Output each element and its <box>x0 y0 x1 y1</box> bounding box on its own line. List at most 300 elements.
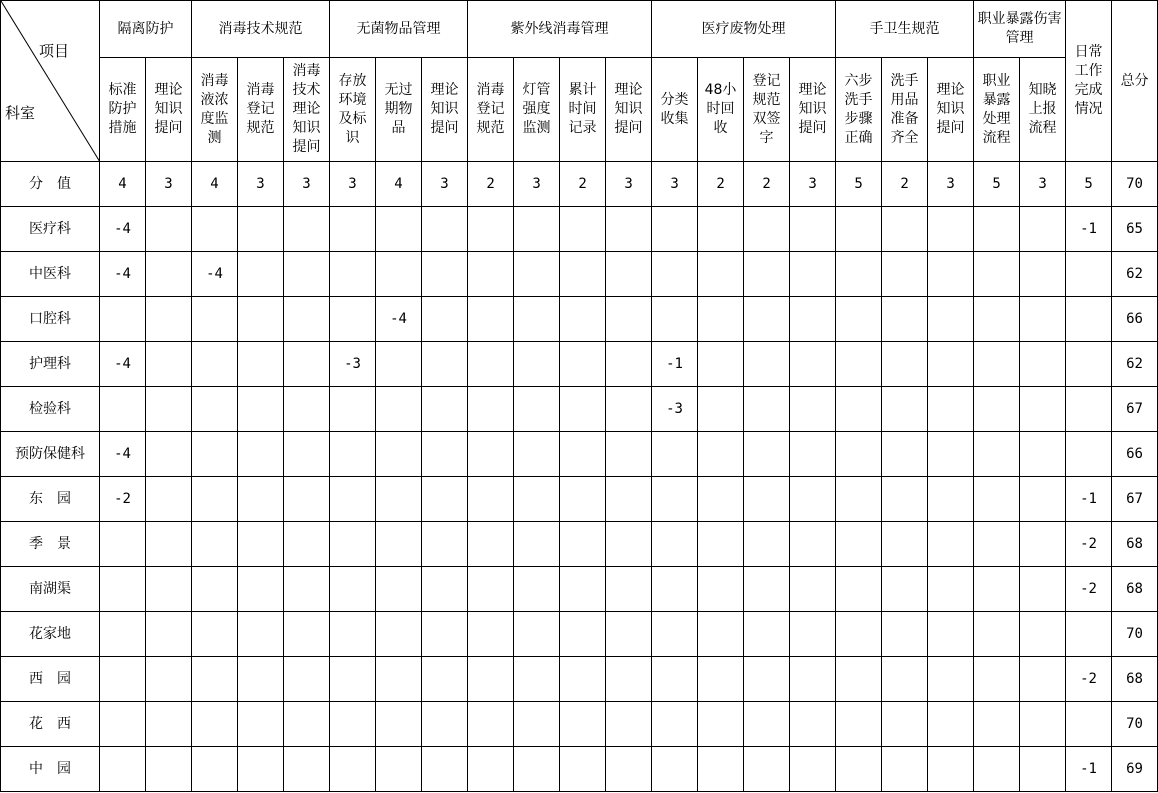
item-subheader <box>928 58 974 162</box>
deduction-cell <box>974 612 1020 657</box>
deduction-cell <box>192 747 238 792</box>
deduction-cell <box>882 477 928 522</box>
deduction-cell <box>238 432 284 477</box>
deduction-cell <box>1020 567 1066 612</box>
item-subheader <box>192 58 238 162</box>
deduction-cell: -2 <box>100 477 146 522</box>
deduction-cell: 67 <box>1112 387 1158 432</box>
deduction-cell <box>974 522 1020 567</box>
deduction-cell <box>146 612 192 657</box>
deduction-cell <box>836 747 882 792</box>
deduction-cell <box>422 342 468 387</box>
deduction-cell <box>330 522 376 567</box>
header-line: 提问 <box>292 139 321 155</box>
deduction-cell <box>376 567 422 612</box>
header-line: 措施 <box>108 120 137 136</box>
deduction-cell <box>974 747 1020 792</box>
header-line: 测 <box>207 129 222 146</box>
deduction-cell: -4 <box>100 252 146 297</box>
category-header <box>974 1 1066 58</box>
deduction-cell <box>284 432 330 477</box>
deduction-cell <box>1020 477 1066 522</box>
deduction-cell <box>928 432 974 477</box>
deduction-cell: -4 <box>100 432 146 477</box>
deduction-cell <box>238 702 284 747</box>
deduction-cell <box>514 477 560 522</box>
deduction-cell <box>146 522 192 567</box>
deduction-cell <box>468 567 514 612</box>
deduction-cell <box>1020 747 1066 792</box>
department-name: 口腔科 <box>1 297 100 342</box>
deduction-cell <box>974 252 1020 297</box>
header-line: 消毒 <box>476 82 505 98</box>
deduction-cell <box>330 702 376 747</box>
deduction-cell <box>560 342 606 387</box>
header-line: 提问 <box>430 120 459 136</box>
deduction-cell <box>1020 252 1066 297</box>
score-value-cell: 3 <box>790 162 836 207</box>
table-row <box>1 342 1158 387</box>
item-subheader <box>376 58 422 162</box>
deduction-cell <box>422 432 468 477</box>
item-subheader <box>238 58 284 162</box>
deduction-cell <box>928 342 974 387</box>
deduction-cell <box>790 567 836 612</box>
category-header: 隔离防护 <box>100 1 192 58</box>
deduction-cell <box>1066 297 1112 342</box>
header-line: 知识 <box>154 101 183 117</box>
deduction-cell <box>422 702 468 747</box>
table-row <box>1 567 1158 612</box>
deduction-cell <box>606 657 652 702</box>
deduction-cell: -2 <box>1066 522 1112 567</box>
score-value-cell: 5 <box>974 162 1020 207</box>
deduction-cell <box>100 657 146 702</box>
deduction-cell <box>284 612 330 657</box>
deduction-cell <box>744 702 790 747</box>
score-value-cell: 3 <box>1020 162 1066 207</box>
table-row <box>1 522 1158 567</box>
deduction-cell <box>790 657 836 702</box>
deduction-cell <box>468 657 514 702</box>
deduction-cell <box>698 657 744 702</box>
deduction-cell <box>606 297 652 342</box>
deduction-cell <box>468 702 514 747</box>
header-line: 洗手 <box>844 91 873 108</box>
deduction-cell <box>192 387 238 432</box>
deduction-cell <box>606 522 652 567</box>
deduction-cell <box>238 297 284 342</box>
item-subheader <box>698 58 744 162</box>
deduction-cell <box>284 657 330 702</box>
deduction-cell <box>560 477 606 522</box>
deduction-cell <box>882 612 928 657</box>
deduction-cell <box>376 747 422 792</box>
deduction-cell <box>514 297 560 342</box>
deduction-cell <box>192 657 238 702</box>
deduction-cell <box>560 207 606 252</box>
category-header: 无菌物品管理 <box>330 1 468 58</box>
deduction-cell <box>836 567 882 612</box>
header-line: 暴露 <box>982 91 1011 108</box>
deduction-cell <box>928 612 974 657</box>
table-row <box>1 252 1158 297</box>
deduction-cell <box>422 522 468 567</box>
total-score-header: 总分 <box>1112 1 1158 162</box>
header-line: 洗手 <box>890 72 919 89</box>
deduction-cell <box>100 612 146 657</box>
deduction-cell <box>284 567 330 612</box>
deduction-cell <box>284 477 330 522</box>
deduction-cell <box>1020 657 1066 702</box>
score-value-cell: 5 <box>1066 162 1112 207</box>
header-line: 时回 <box>706 101 735 117</box>
deduction-cell <box>376 252 422 297</box>
deduction-cell <box>514 432 560 477</box>
deduction-cell: -4 <box>100 207 146 252</box>
deduction-cell <box>652 702 698 747</box>
header-line: 正确 <box>844 129 873 146</box>
score-value-cell: 3 <box>606 162 652 207</box>
deduction-cell <box>468 207 514 252</box>
department-name: 西 园 <box>1 657 100 702</box>
deduction-cell <box>1066 702 1112 747</box>
score-value-cell: 4 <box>192 162 238 207</box>
deduction-cell <box>284 702 330 747</box>
header-line: 处理 <box>982 110 1011 127</box>
deduction-cell <box>330 567 376 612</box>
deduction-cell <box>606 612 652 657</box>
category-header: 消毒技术规范 <box>192 1 330 58</box>
deduction-cell <box>744 522 790 567</box>
item-subheader <box>146 58 192 162</box>
category-header: 医疗废物处理 <box>652 1 836 58</box>
header-line: 上报 <box>1028 101 1057 117</box>
deduction-cell <box>238 477 284 522</box>
header-line: 记录 <box>568 120 597 136</box>
deduction-cell <box>974 207 1020 252</box>
deduction-cell <box>974 657 1020 702</box>
deduction-cell <box>974 477 1020 522</box>
score-value-cell: 4 <box>100 162 146 207</box>
score-value-cell: 70 <box>1112 162 1158 207</box>
category-header: 手卫生规范 <box>836 1 974 58</box>
header-line: 知识 <box>936 101 965 117</box>
item-subheader <box>652 58 698 162</box>
header-line: 消毒 <box>292 63 321 79</box>
deduction-cell <box>744 477 790 522</box>
deduction-cell <box>652 747 698 792</box>
deduction-cell <box>330 657 376 702</box>
deduction-cell <box>836 657 882 702</box>
deduction-cell <box>744 432 790 477</box>
deduction-cell <box>468 612 514 657</box>
deduction-cell: 66 <box>1112 297 1158 342</box>
table-row <box>1 612 1158 657</box>
deduction-cell <box>284 252 330 297</box>
deduction-cell <box>652 297 698 342</box>
deduction-cell <box>606 477 652 522</box>
deduction-cell <box>146 702 192 747</box>
deduction-cell <box>698 747 744 792</box>
header-line: 准备 <box>890 110 919 127</box>
deduction-cell <box>836 342 882 387</box>
header-line: 时间 <box>568 101 597 117</box>
deduction-cell: -4 <box>100 342 146 387</box>
deduction-cell <box>192 432 238 477</box>
deduction-cell <box>1020 207 1066 252</box>
deduction-cell <box>560 297 606 342</box>
deduction-cell <box>698 297 744 342</box>
deduction-cell <box>1066 432 1112 477</box>
header-line: 48小 <box>704 82 737 98</box>
deduction-cell <box>928 522 974 567</box>
deduction-cell <box>1020 522 1066 567</box>
deduction-cell <box>330 612 376 657</box>
deduction-cell <box>652 477 698 522</box>
deduction-cell <box>698 342 744 387</box>
deduction-cell <box>146 252 192 297</box>
header-line: 技术 <box>292 82 321 98</box>
deduction-cell <box>836 477 882 522</box>
deduction-cell <box>882 432 928 477</box>
deduction-cell <box>330 297 376 342</box>
deduction-cell <box>238 612 284 657</box>
deduction-cell <box>376 342 422 387</box>
deduction-cell: 69 <box>1112 747 1158 792</box>
deduction-cell <box>376 432 422 477</box>
header-line: 消毒 <box>200 72 229 89</box>
department-name: 中 园 <box>1 747 100 792</box>
header-line: 液浓 <box>200 91 229 108</box>
score-value-cell: 3 <box>514 162 560 207</box>
deduction-cell <box>560 522 606 567</box>
deduction-cell <box>146 342 192 387</box>
deduction-cell <box>422 207 468 252</box>
deduction-cell <box>284 747 330 792</box>
deduction-cell <box>882 567 928 612</box>
deduction-cell <box>606 387 652 432</box>
deduction-cell <box>652 567 698 612</box>
item-subheader <box>790 58 836 162</box>
header-line: 害管理 <box>1005 11 1062 46</box>
deduction-cell <box>928 387 974 432</box>
score-value-cell: 3 <box>422 162 468 207</box>
deduction-cell <box>100 387 146 432</box>
deduction-cell <box>514 657 560 702</box>
deduction-cell <box>928 657 974 702</box>
item-subheader <box>606 58 652 162</box>
header-line: 登记 <box>476 101 505 117</box>
deduction-cell <box>928 702 974 747</box>
deduction-cell: -4 <box>376 297 422 342</box>
deduction-cell <box>238 522 284 567</box>
corner-dept-label: 科室 <box>5 104 36 122</box>
deduction-cell <box>1020 387 1066 432</box>
deduction-cell: 68 <box>1112 567 1158 612</box>
header-line: 收集 <box>660 110 689 127</box>
deduction-cell <box>146 297 192 342</box>
deduction-cell <box>606 342 652 387</box>
table-row <box>1 432 1158 477</box>
deduction-cell <box>560 252 606 297</box>
header-line: 监测 <box>522 120 551 136</box>
deduction-cell: 62 <box>1112 342 1158 387</box>
deduction-cell <box>192 297 238 342</box>
category-header: 紫外线消毒管理 <box>468 1 652 58</box>
deduction-cell <box>468 252 514 297</box>
score-value-cell: 2 <box>882 162 928 207</box>
deduction-cell <box>652 207 698 252</box>
deduction-cell <box>146 477 192 522</box>
table-row <box>1 297 1158 342</box>
deduction-cell: -4 <box>192 252 238 297</box>
deduction-cell <box>606 567 652 612</box>
header-line: 环境 <box>338 91 367 108</box>
deduction-cell <box>376 477 422 522</box>
deduction-cell <box>376 522 422 567</box>
deduction-cell <box>514 252 560 297</box>
deduction-cell <box>698 702 744 747</box>
deduction-cell <box>330 432 376 477</box>
deduction-cell <box>790 747 836 792</box>
deduction-cell: 62 <box>1112 252 1158 297</box>
deduction-cell <box>744 207 790 252</box>
department-name: 检验科 <box>1 387 100 432</box>
deduction-cell <box>146 567 192 612</box>
item-subheader <box>514 58 560 162</box>
deduction-cell <box>192 702 238 747</box>
deduction-cell <box>882 207 928 252</box>
score-value-cell: 3 <box>238 162 284 207</box>
deduction-cell <box>744 297 790 342</box>
score-row-label: 分 值 <box>1 162 100 207</box>
deduction-cell <box>882 747 928 792</box>
header-line: 消毒 <box>246 82 275 98</box>
header-line: 提问 <box>798 120 827 136</box>
deduction-cell <box>330 207 376 252</box>
department-name: 东 园 <box>1 477 100 522</box>
score-value-cell: 3 <box>330 162 376 207</box>
deduction-cell <box>330 747 376 792</box>
deduction-cell <box>836 387 882 432</box>
table-row <box>1 207 1158 252</box>
deduction-cell <box>1066 612 1112 657</box>
deduction-cell <box>836 432 882 477</box>
table-row <box>1 657 1158 702</box>
deduction-cell <box>560 432 606 477</box>
deduction-cell <box>1020 612 1066 657</box>
deduction-cell <box>790 342 836 387</box>
deduction-cell <box>100 522 146 567</box>
deduction-cell <box>284 342 330 387</box>
deduction-cell <box>744 567 790 612</box>
daily-work-header <box>1066 1 1112 162</box>
header-line: 流程 <box>982 129 1011 146</box>
deduction-cell <box>560 612 606 657</box>
header-line: 存放 <box>338 72 367 89</box>
deduction-cell <box>882 657 928 702</box>
deduction-cell <box>698 477 744 522</box>
deduction-cell <box>422 657 468 702</box>
deduction-cell <box>1066 387 1112 432</box>
deduction-cell <box>468 387 514 432</box>
deduction-cell <box>192 477 238 522</box>
deduction-cell <box>100 702 146 747</box>
deduction-cell <box>974 387 1020 432</box>
deduction-cell <box>560 702 606 747</box>
header-line: 知识 <box>614 101 643 117</box>
deduction-cell <box>698 612 744 657</box>
deduction-cell <box>146 747 192 792</box>
deduction-cell <box>560 747 606 792</box>
header-line: 用品 <box>890 91 919 108</box>
deduction-cell <box>192 522 238 567</box>
deduction-cell <box>790 207 836 252</box>
deduction-cell <box>468 522 514 567</box>
header-line: 双签 <box>752 110 781 127</box>
item-subheader <box>974 58 1020 162</box>
deduction-cell <box>882 297 928 342</box>
deduction-cell <box>974 702 1020 747</box>
department-name: 南湖渠 <box>1 567 100 612</box>
deduction-cell <box>1066 252 1112 297</box>
header-line: 及标 <box>338 110 367 127</box>
header-line: 分类 <box>660 91 689 108</box>
deduction-cell: -1 <box>652 342 698 387</box>
deduction-cell <box>836 702 882 747</box>
deduction-cell <box>744 657 790 702</box>
deduction-cell <box>192 612 238 657</box>
deduction-cell <box>606 702 652 747</box>
item-subheader <box>422 58 468 162</box>
deduction-cell <box>146 657 192 702</box>
table-row <box>1 702 1158 747</box>
header-line: 知识 <box>430 101 459 117</box>
score-value-cell: 2 <box>744 162 790 207</box>
deduction-cell <box>468 747 514 792</box>
deduction-cell <box>192 567 238 612</box>
deduction-cell <box>744 747 790 792</box>
deduction-cell <box>560 657 606 702</box>
deduction-cell <box>790 297 836 342</box>
header-line: 标准 <box>108 82 137 98</box>
item-subheader <box>744 58 790 162</box>
deduction-cell: -3 <box>330 342 376 387</box>
corner-header <box>1 1 100 162</box>
table-row <box>1 477 1158 522</box>
department-name: 护理科 <box>1 342 100 387</box>
item-subheader <box>836 58 882 162</box>
deduction-cell: -1 <box>1066 747 1112 792</box>
deduction-cell <box>790 252 836 297</box>
deduction-cell <box>882 387 928 432</box>
header-line: 字 <box>759 129 774 146</box>
header-line: 提问 <box>614 120 643 136</box>
header-line: 强度 <box>522 101 551 117</box>
header-line: 知识 <box>292 120 321 136</box>
deduction-cell <box>146 432 192 477</box>
department-name: 花家地 <box>1 612 100 657</box>
deduction-cell <box>698 522 744 567</box>
score-value-cell: 2 <box>560 162 606 207</box>
deduction-cell: 66 <box>1112 432 1158 477</box>
deduction-cell: -2 <box>1066 567 1112 612</box>
deduction-cell <box>1020 432 1066 477</box>
deduction-cell <box>560 567 606 612</box>
deduction-cell <box>422 747 468 792</box>
deduction-cell: -1 <box>1066 207 1112 252</box>
